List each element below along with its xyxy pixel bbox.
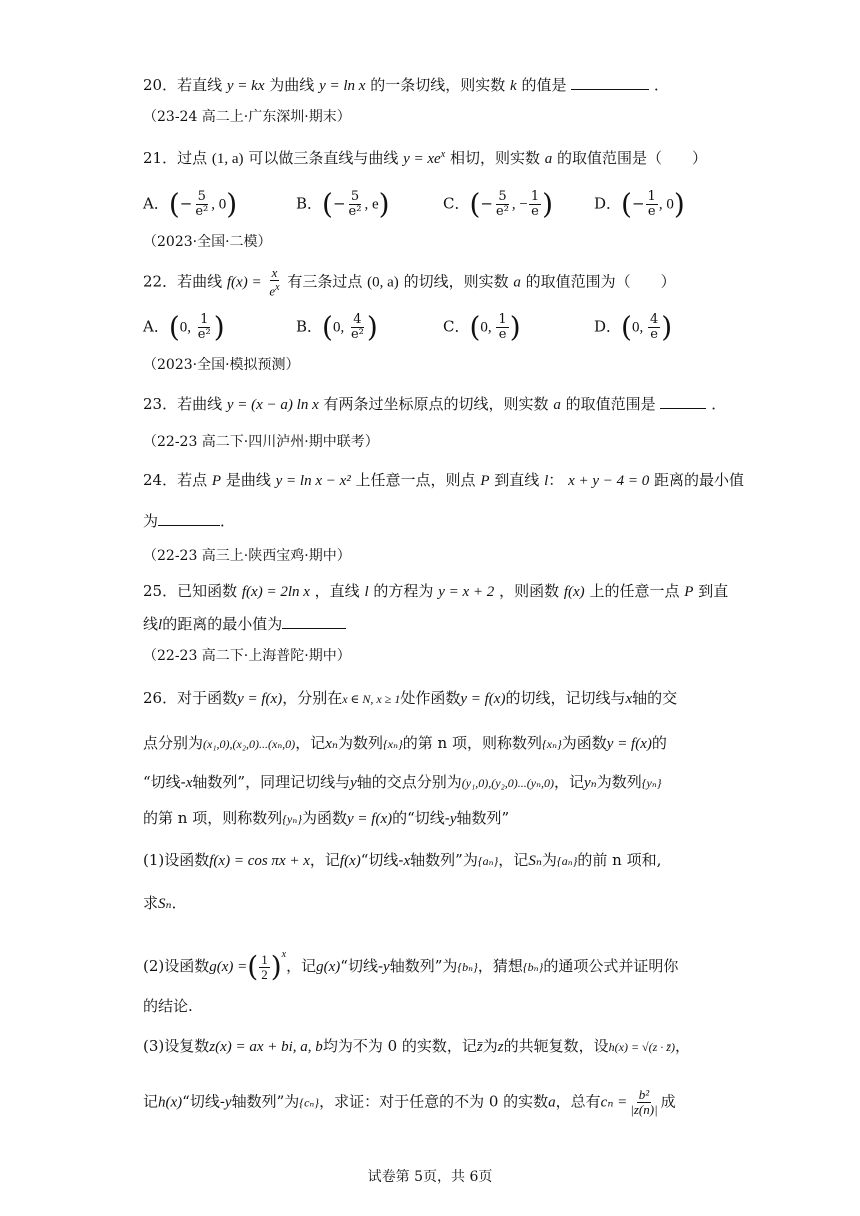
source-20: （23-24 高二上·广东深圳·期末）	[143, 109, 351, 125]
source-25: （22-23 高二下·上海普陀·期中）	[143, 648, 351, 664]
question-21: 21．过点 (1, a) 可以做三条直线与曲线 $y = xe^x$ 相切，则实数 a 的取值范围是（ ）	[143, 149, 708, 167]
question-26-part3-line2: 记h(x)“切线-y轴数列”为{cₙ}，求证：对于任意的不为 0 的实数a，总有cₙ = $\frac{\text{b²}}{|z(n)|}$ 成	[143, 1087, 676, 1117]
question-26-line1: 26．对于函数y = f(x)，分别在x ∈ N, x ≥ 1处作函数y = f(x)的切线，记切线与x轴的交	[143, 689, 678, 707]
answer-blank[interactable]	[282, 613, 346, 629]
option-22-B[interactable]: B．(0, $\frac{4}{\text{e²}}$ )	[296, 310, 378, 344]
question-26-part3: (3)设复数z(x) = ax + bi, a, b均为不为 0 的实数，记z̄为z的共轭复数，设h(x) = √(z · z̄)，	[143, 1037, 690, 1055]
page-footer: 试卷第 5页，共 6页	[367, 1169, 493, 1185]
question-26-part2: (2)设函数g(x) =( $\frac{1}{2}$ )$^x$，记g(x)“切线-y轴数列”为{bₙ}，猜想{bₙ}的通项公式并证明你	[143, 949, 679, 983]
question-24-line2: 为 ．	[143, 512, 236, 530]
question-26-line2: 点分别为(x₁,0),(x₂,0)...(xₙ,0)，记xₙ为数列{xₙ}的第 n 项，则称数列{xₙ}为函数y = f(x)的	[143, 734, 667, 752]
question-25: 25．已知函数 f(x) = 2ln x ，直线 l 的方程为 y = x + 2 ，则函数 f(x) 上的任意一点 P 到直	[143, 582, 729, 600]
option-21-B[interactable]: B．(− $\frac{5}{\text{e²}}$ , e)	[296, 187, 390, 221]
question-26-part1: (1)设函数f(x) = cos πx + x，记f(x)“切线-x轴数列”为{aₙ}，记Sₙ为{aₙ}的前 n 项和,	[143, 851, 662, 869]
question-26-part1-line2: 求Sₙ．	[143, 894, 187, 912]
option-21-C[interactable]: C．(− $\frac{5}{\text{e²}}$ , − $\frac{1}{e}$ )	[443, 187, 554, 221]
source-22: （2023·全国·模拟预测）	[143, 357, 300, 373]
answer-blank[interactable]	[158, 510, 220, 526]
question-26-line3: “切线-x轴数列”，同理记切线与y轴的交点分别为(y₁,0),(y₂,0)...(yₙ,0)，记yₙ为数列{yₙ}	[143, 773, 662, 791]
source-21: （2023·全国·二模）	[143, 234, 272, 250]
option-21-A[interactable]: A．(− $\frac{5}{\text{e²}}$ , 0)	[143, 187, 238, 221]
option-21-D[interactable]: D．(− $\frac{1}{e}$ , 0)	[594, 187, 685, 221]
answer-blank[interactable]	[660, 393, 706, 409]
option-22-D[interactable]: D．(0, $\frac{4}{e}$ )	[594, 310, 673, 344]
question-23: 23．若曲线 y = (x − a) ln x 有两条过坐标原点的切线，则实数 a 的取值范围是 ．	[143, 395, 727, 413]
answer-blank[interactable]	[571, 74, 649, 90]
source-24: （22-23 高三上·陕西宝鸡·期中）	[143, 548, 351, 564]
question-24: 24．若点 P 是曲线 y = ln x − x² 上任意一点，则点 P 到直线 l： x + y − 4 = 0 距离的最小值	[143, 471, 745, 489]
question-26-part2-line2: 的结论.	[143, 997, 193, 1015]
question-22: 22．若曲线 f(x) = $\frac{x}{e^x}$ 有三条过点 (0, a) 的切线，则实数 a 的取值范围为（ ）	[143, 265, 676, 299]
option-22-C[interactable]: C．(0, $\frac{1}{e}$ )	[443, 310, 521, 344]
source-23: （22-23 高二下·四川泸州·期中联考）	[143, 434, 379, 450]
question-20: 20．若直线 y = kx 为曲线 y = ln x 的一条切线，则实数 k 的值是 ．	[143, 76, 670, 94]
option-22-A[interactable]: A．(0, $\frac{1}{\text{e²}}$ )	[143, 310, 225, 344]
question-26-line4: 的第 n 项，则称数列{yₙ}为函数y = f(x)的“切线-y轴数列”	[143, 809, 510, 827]
question-25-line2: 线l的距离的最小值为	[143, 613, 346, 635]
